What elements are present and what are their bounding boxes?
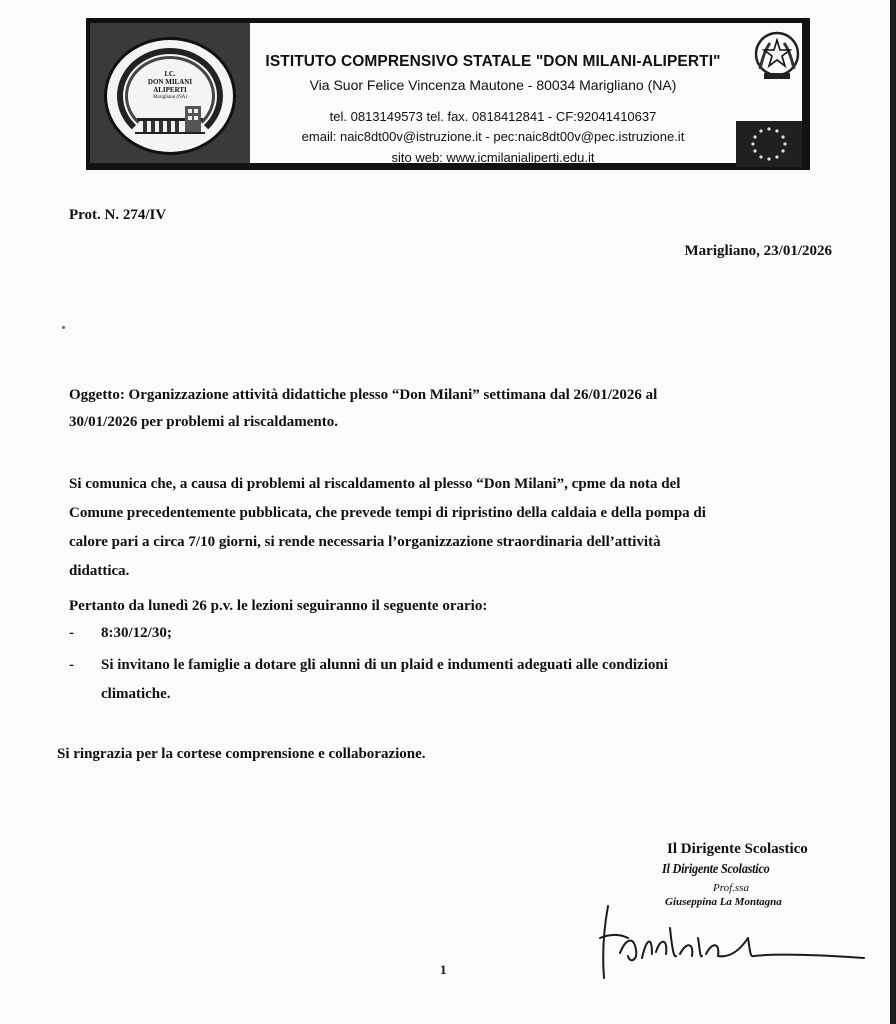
school-phone: tel. 0813149573 tel. fax. 0818412841 - CF:92041410637 xyxy=(329,109,657,124)
logo-text xyxy=(137,70,203,102)
schedule-intro: Pertanto da lunedì 26 p.v. le lezioni seguiranno il seguente orario: xyxy=(69,598,488,614)
subject-line-2: 30/01/2026 per problemi al riscaldamento. xyxy=(69,414,339,430)
italian-republic-emblem-icon xyxy=(752,29,802,83)
stamp-name: Giuseppina La Montagna xyxy=(665,896,782,908)
school-logo-panel xyxy=(90,23,250,163)
bullet-2-line-2: climatiche. xyxy=(101,686,171,702)
scan-speck xyxy=(62,326,65,329)
school-address: Via Suor Felice Vincenza Mautone - 80034 Marigliano (NA) xyxy=(309,77,677,93)
stamp-prefix: Prof.ssa xyxy=(713,882,749,894)
closing-thanks: Si ringrazia per la cortese comprensione e collaborazione. xyxy=(57,746,426,762)
body-line-4: didattica. xyxy=(69,563,130,579)
signature-title: Il Dirigente Scolastico xyxy=(667,841,808,857)
eu-flag-icon xyxy=(736,121,802,167)
logo-line3: ALIPERTI xyxy=(153,86,187,94)
page-number: 1 xyxy=(440,962,447,977)
logo-line2: DON MILANI xyxy=(147,78,193,86)
school-building-icon xyxy=(135,104,205,134)
stamp-title: Il Dirigente Scolastico xyxy=(662,862,770,877)
school-name: ISTITUTO COMPRENSIVO STATALE "DON MILANI-ALIPERTI" xyxy=(265,53,721,70)
bullet-marker-1: - xyxy=(69,625,74,641)
bullet-2-line-1: Si invitano le famiglie a dotare gli alunni di un plaid e indumenti adeguati alle condizioni xyxy=(101,657,668,673)
protocol-number: Prot. N. 274/IV xyxy=(69,207,167,223)
school-website: sito web: www.icmilanialiperti.edu.it xyxy=(391,150,595,165)
logo-line4: Marigliano (NA) xyxy=(152,95,188,100)
bullet-1: 8:30/12/30; xyxy=(101,625,172,641)
scan-border xyxy=(890,0,896,1024)
handwritten-signature xyxy=(590,898,870,984)
subject-line-1: Oggetto: Organizzazione attività didattiche plesso “Don Milani” settimana dal 26/01/2026 al xyxy=(69,387,658,403)
body-line-3: calore pari a circa 7/10 giorni, si rende necessaria l’organizzazione straordinaria dell’attività xyxy=(69,534,661,550)
bullet-marker-2: - xyxy=(69,657,74,673)
letterhead-text xyxy=(250,23,736,163)
body-line-1: Si comunica che, a causa di problemi al riscaldamento al plesso “Don Milani”, cpme da nota del xyxy=(69,476,681,492)
letterhead xyxy=(86,18,810,170)
school-email: email: naic8dt00v@istruzione.it - pec:naic8dt00v@pec.istruzione.it xyxy=(301,129,685,144)
body-line-2: Comune precedentemente pubblicata, che prevede tempi di ripristino della caldaia e della pompa di xyxy=(69,505,706,521)
school-logo xyxy=(104,37,236,155)
place-date: Marigliano, 23/01/2026 xyxy=(684,243,832,259)
logo-line1: I.C. xyxy=(164,70,176,78)
